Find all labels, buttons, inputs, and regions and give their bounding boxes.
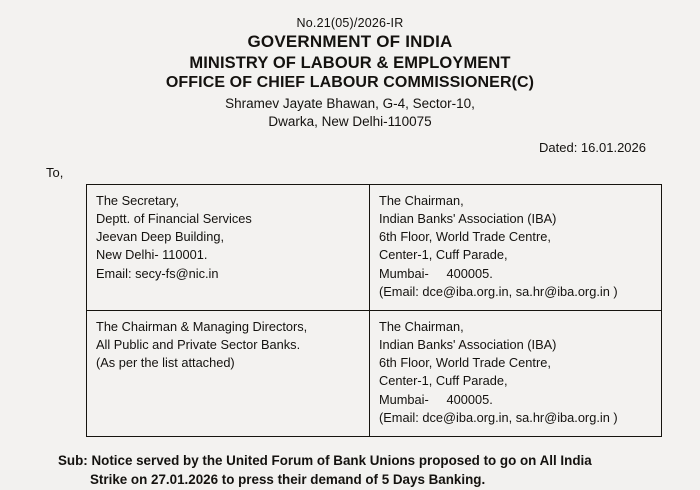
- recipient-line: New Delhi- 110001.: [96, 247, 208, 263]
- recipient-cell-left-2: [87, 310, 370, 436]
- dated-text: Dated: 16.01.2026: [539, 140, 646, 155]
- recipient-line: Center-1, Cuff Parade,: [379, 373, 508, 389]
- recipient-line: The Chairman & Managing Directors,: [96, 318, 308, 334]
- recipient-line: Indian Banks' Association (IBA): [379, 211, 557, 227]
- recipient-line: 6th Floor, World Trade Centre,: [379, 229, 551, 245]
- recipient-line: Mumbai- 400005.: [379, 391, 493, 407]
- table-row: [87, 310, 662, 436]
- table-row: [87, 185, 662, 311]
- subject-block: [28, 451, 672, 490]
- office-address-line-1: Shramev Jayate Bhawan, G-4, Sector-10,: [225, 96, 475, 112]
- office-address: [28, 95, 672, 131]
- recipient-line: The Chairman,: [379, 318, 464, 334]
- recipient-line: All Public and Private Sector Banks.: [96, 337, 301, 353]
- recipient-cell-right-2: [370, 310, 662, 436]
- recipient-line: Deptt. of Financial Services: [96, 211, 252, 227]
- heading-office: OFFICE OF CHIEF LABOUR COMMISSIONER(C): [165, 73, 535, 91]
- recipients-table: [86, 184, 662, 437]
- recipient-line: Center-1, Cuff Parade,: [379, 247, 508, 263]
- recipient-cell-left-1: [87, 185, 370, 311]
- heading-ministry: MINISTRY OF LABOUR & EMPLOYMENT: [189, 53, 511, 72]
- recipient-line: Jeevan Deep Building,: [96, 229, 225, 245]
- to-label: To,: [46, 165, 64, 180]
- recipient-line: The Chairman,: [379, 193, 464, 208]
- letterhead: [28, 32, 672, 92]
- subject-line-2: Strike on 27.01.2026 to press their demand of 5 Days Banking.: [90, 472, 486, 488]
- recipient-line: (As per the list attached): [96, 355, 235, 371]
- recipient-line: Indian Banks' Association (IBA): [379, 337, 557, 353]
- recipient-email-line: Email: secy-fs@nic.in: [96, 265, 219, 281]
- recipient-line: Mumbai- 400005.: [379, 265, 493, 281]
- office-address-line-2: Dwarka, New Delhi-110075: [268, 114, 432, 130]
- recipient-line: The Secretary,: [96, 193, 179, 208]
- subject-line-1: Sub: Notice served by the United Forum of Bank Unions proposed to go on All India: [58, 452, 592, 468]
- recipient-line: 6th Floor, World Trade Centre,: [379, 355, 551, 371]
- reference-number: No.21(05)/2026-IR: [296, 16, 404, 30]
- heading-government: GOVERNMENT OF INDIA: [247, 32, 453, 51]
- recipient-email-line: (Email: dce@iba.org.in, sa.hr@iba.org.in ): [379, 409, 618, 425]
- recipient-cell-right-1: [370, 185, 662, 311]
- recipient-email-line: (Email: dce@iba.org.in, sa.hr@iba.org.in ): [379, 283, 618, 299]
